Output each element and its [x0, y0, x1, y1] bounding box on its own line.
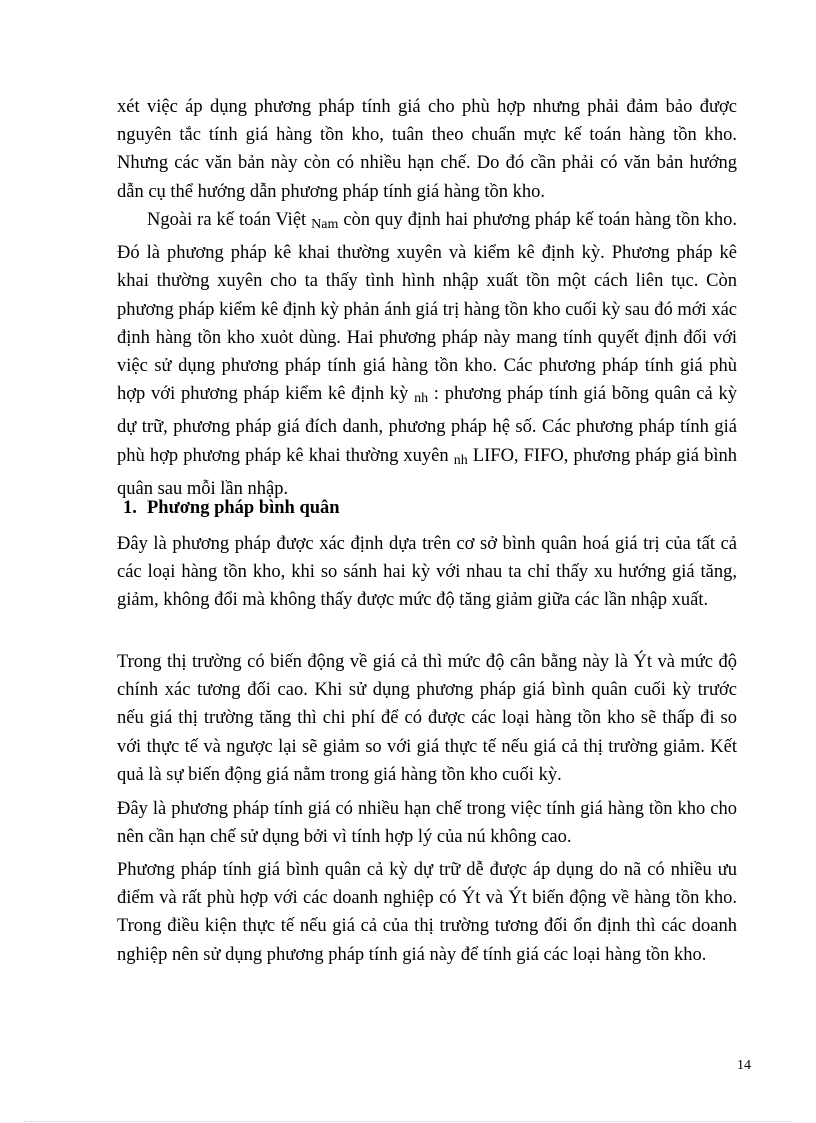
- paragraph-4: Trong thị trường có biến động về giá cả thì mức độ cân bằng này là Ýt và mức độ chính xác tương đối cao. Khi sử dụng phương pháp giá bình quân cuối kỳ trước nếu giá thị trường tăng thì chi phí để có được các loại hàng tồn kho sẽ thấp đi so với thực tế và ngược lại sẽ giảm so với giá thực tế nếu giá cả thị trường giảm. Kết quả là sự biến động giá nằm trong giá hàng tồn kho cuối kỳ.: [117, 652, 737, 785]
- paragraph-1: xét việc áp dụng phương pháp tính giá cho phù hợp nhưng phải đảm bảo được nguyên tắc tính giá hàng tồn kho, tuân theo chuẩn mực kế toán hàng tồn kho. Nhưng các văn bản này còn có nhiều hạn chế. Do đó cần phải có văn bản hướng dẫn cụ thể hướng dẫn phương pháp tính giá hàng tồn kho.: [117, 97, 737, 202]
- paragraph-2-subscript-nh-2: nh: [453, 452, 468, 468]
- section-number: 1.: [123, 498, 137, 518]
- section-title: Phương pháp bình quân: [147, 498, 340, 518]
- paragraph-2-text-c: : phương pháp tính giá bõng quân cả kỳ dự trữ, phương pháp giá đích danh, phương pháp hệ số. Các phương pháp tính giá phù hợp phương pháp kê khai thường xuyên: [117, 384, 737, 466]
- page-bottom-divider: [24, 1121, 792, 1122]
- paragraph-2-text-b: còn quy định hai phương pháp kế toán hàng tồn kho. Đó là phương pháp kê khai thường xuyên và kiểm kê định kỳ. Phương pháp kê khai thường xuyên cho ta thấy tình hình nhập xuất tồn một cách liên tục. Còn phương pháp kiểm kê định kỳ phản ánh giá trị hàng tồn kho cuối kỳ sau đó mới xác định hàng tồn kho xuỏt dùng. Hai phương pháp này mang tính quyết định đối với việc sử dụng phương pháp tính giá hàng tồn kho. Các phương pháp tính giá phù hợp với phương pháp kiểm kê định kỳ: [117, 210, 737, 405]
- paragraph-6: Phương pháp tính giá bình quân cả kỳ dự trữ dễ được áp dụng do nã có nhiều ưu điểm và rất phù hợp với các doanh nghiệp có Ýt và Ýt biến động về hàng tồn kho. Trong điều kiện thực tế nếu giá cả của thị trường tương đối ổn định thì các doanh nghiệp nên sử dụng phương pháp tính giá này để tính giá các loại hàng tồn kho.: [117, 860, 737, 965]
- paragraph-2-text-d: LIFO, FIFO, phương pháp giá bình quân sau mỗi lần nhập.: [117, 445, 737, 499]
- paragraph-2-subscript-nam: Nam: [311, 217, 339, 232]
- paragraph-2-subscript-nh-1: nh: [414, 391, 429, 407]
- paragraph-2: [117, 206, 737, 503]
- paragraph-3: Đây là phương pháp được xác định dựa trên cơ sở bình quân hoá giá trị của tất cả các loại hàng tồn kho, khi so sánh hai kỳ với nhau ta chỉ thấy xu hướng giá tăng, giảm, không đổi mà không thấy được mức độ tăng giảm giữa các lần nhập xuất.: [117, 534, 737, 611]
- paragraph-5: Đây là phương pháp tính giá có nhiều hạn chế trong việc tính giá hàng tồn kho cho nên cần hạn chế sử dụng bởi vì tính hợp lý của nú không cao.: [117, 799, 737, 848]
- page-number: 14: [737, 1058, 751, 1073]
- paragraph-2-text-a: Ngoài ra kế toán Việt: [147, 210, 312, 230]
- section-heading: [123, 495, 340, 521]
